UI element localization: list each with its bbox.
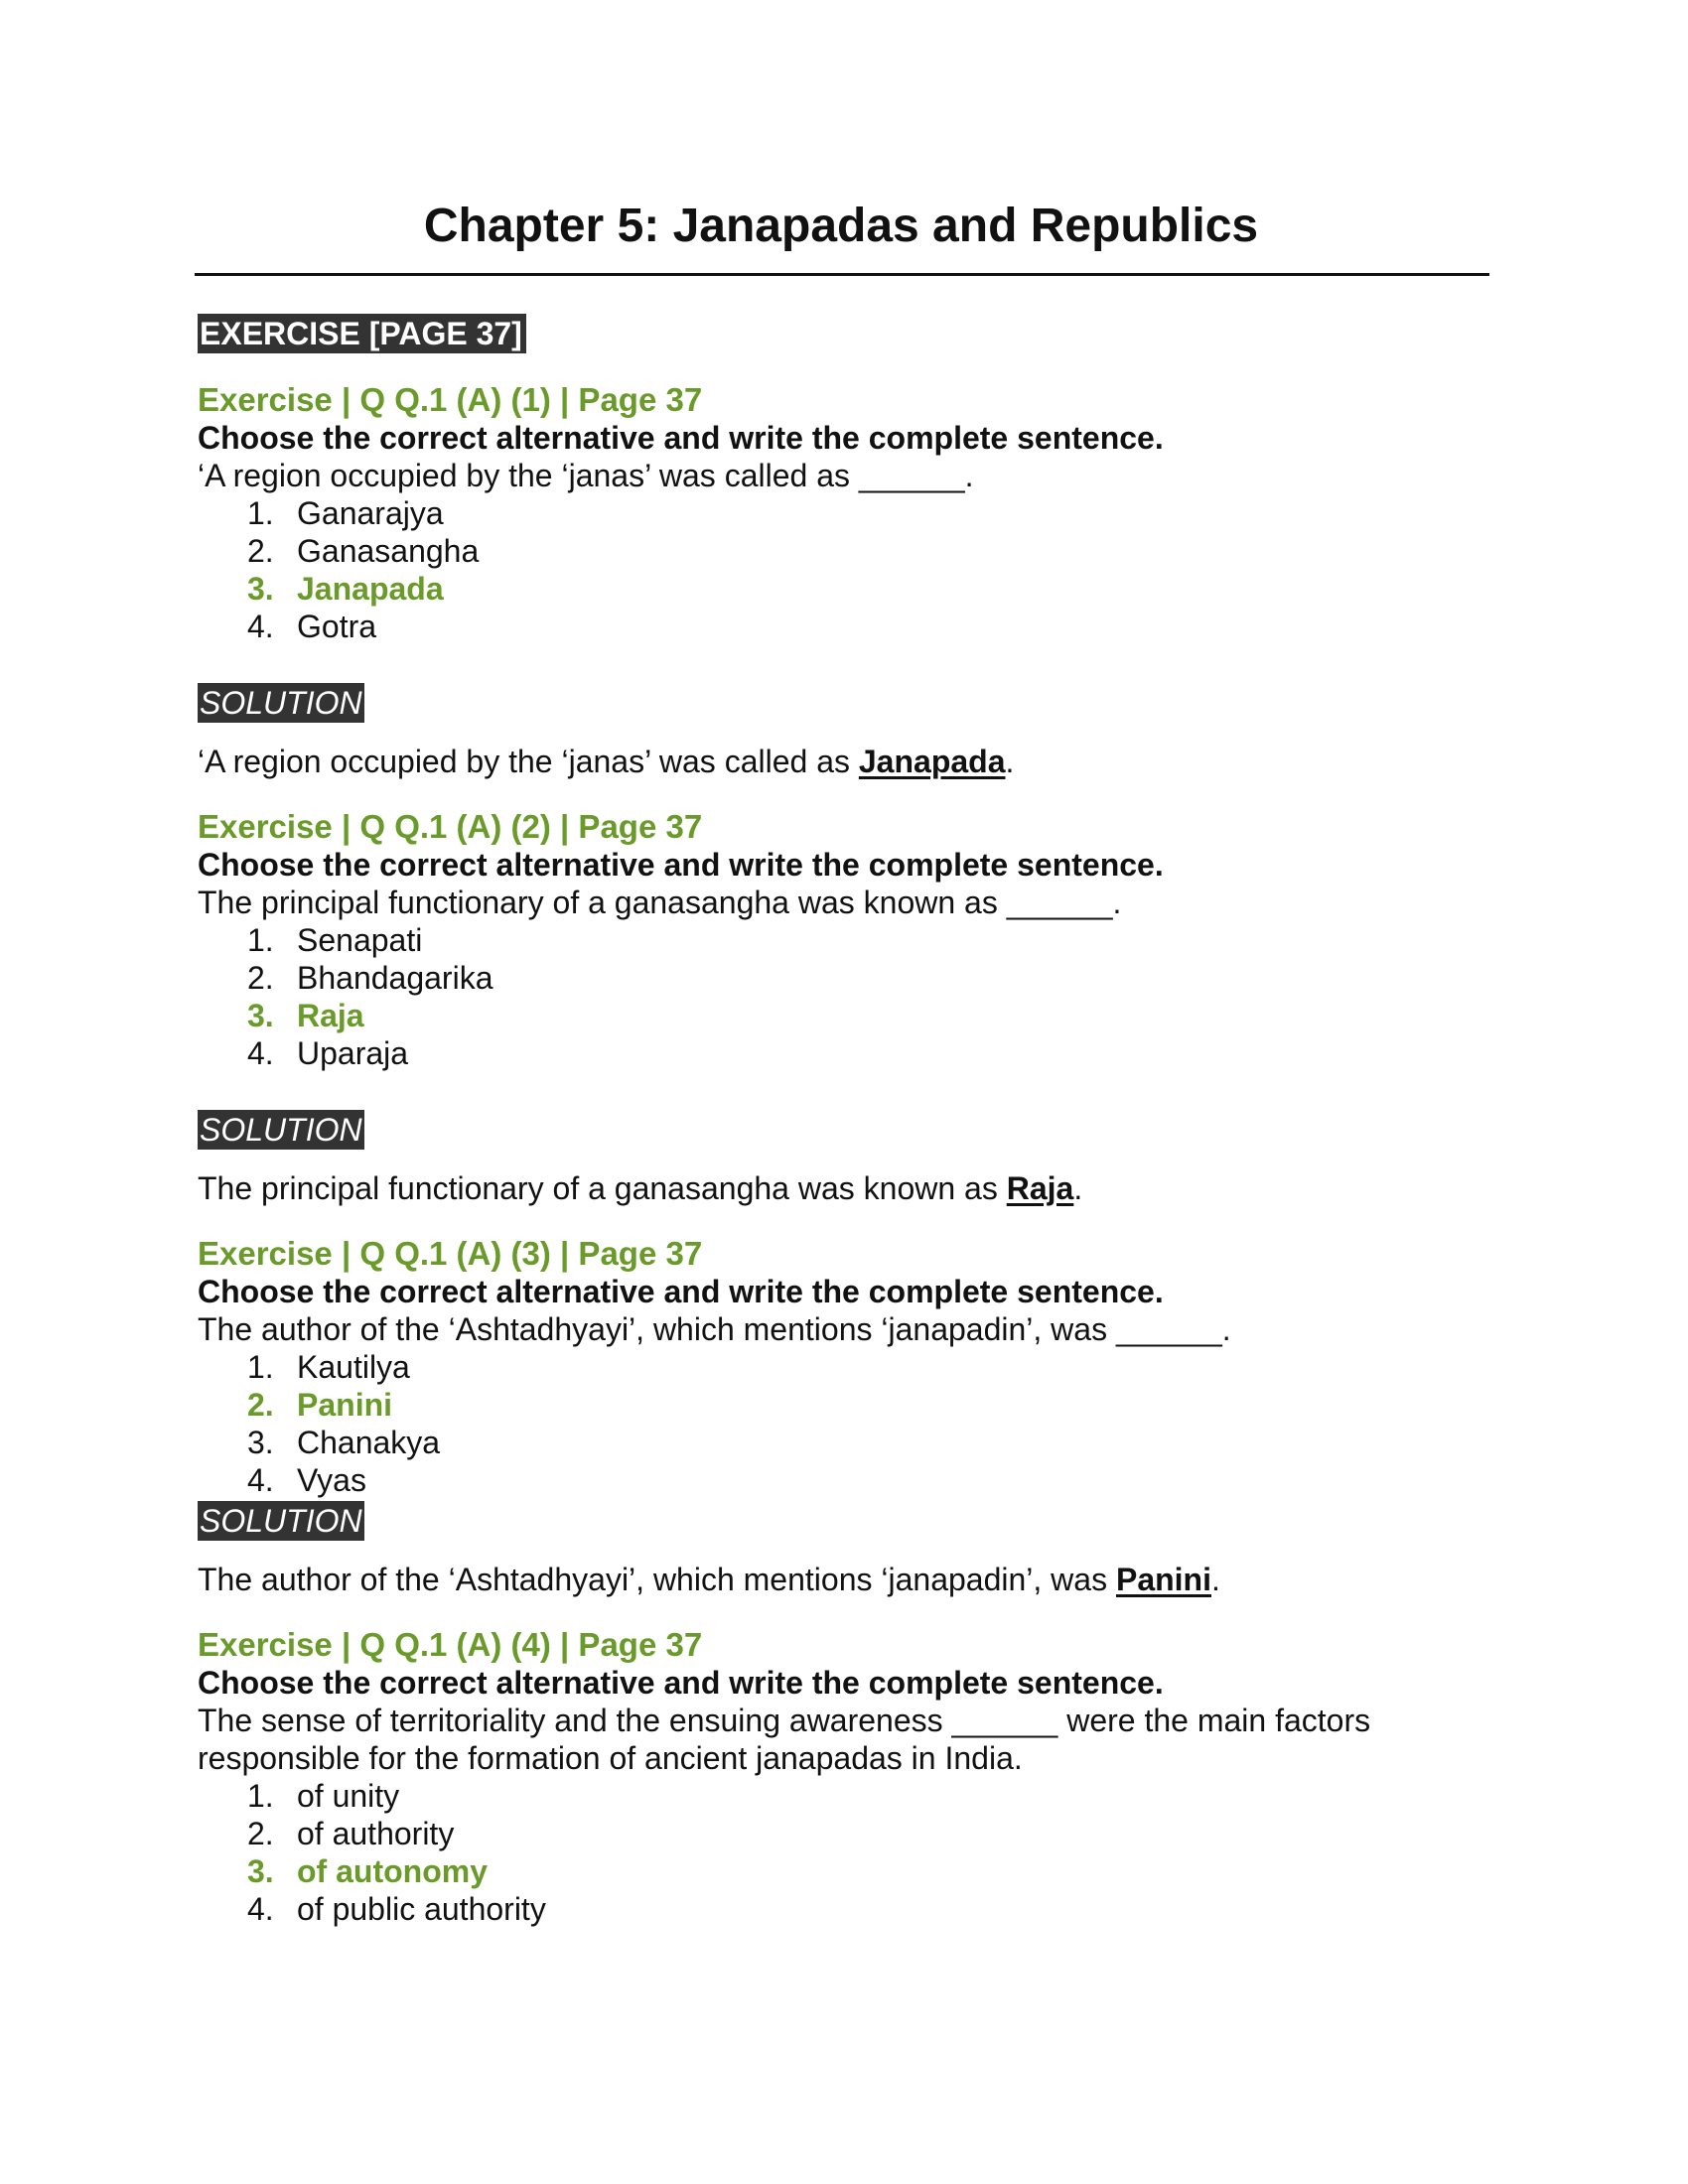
option-text: Ganarajya (297, 495, 444, 531)
option-item (247, 1890, 1488, 1928)
option-number: 1. (247, 1349, 274, 1385)
option-text: of unity (297, 1778, 400, 1814)
exercise-block (198, 808, 1488, 1207)
option-number: 3. (247, 998, 274, 1033)
option-number: 2. (247, 1387, 274, 1423)
solution-label: SOLUTION (200, 1503, 362, 1539)
option-item (247, 921, 1488, 959)
option-item-correct (247, 997, 1488, 1034)
option-item (247, 1424, 1488, 1461)
options-list (198, 1348, 1488, 1499)
question-text: ‘A region occupied by the ‘janas’ was called as ______. (198, 458, 974, 493)
option-number: 4. (247, 1891, 274, 1927)
option-item (247, 1034, 1488, 1072)
solution-prefix: The principal functionary of a ganasangha was known as (198, 1170, 1007, 1206)
exercise-block (198, 1626, 1488, 1928)
option-item (247, 1348, 1488, 1386)
option-number: 3. (247, 1425, 274, 1460)
options-list (198, 921, 1488, 1072)
solution-prefix: ‘A region occupied by the ‘janas’ was called as (198, 744, 859, 779)
solution-label: SOLUTION (200, 1112, 362, 1148)
instruction: Choose the correct alternative and write the complete sentence. (198, 420, 1164, 456)
option-text: Senapati (297, 922, 423, 958)
option-item-correct (247, 570, 1488, 608)
option-number: 3. (247, 1853, 274, 1889)
option-number: 2. (247, 1816, 274, 1851)
option-item (247, 959, 1488, 997)
question-text: The sense of territoriality and the ensuing awareness ______ were the main factors responsible for the formation of ancient janapadas in India. (198, 1703, 1371, 1776)
option-item-correct (247, 1852, 1488, 1890)
option-number: 2. (247, 533, 274, 569)
question-text: The author of the ‘Ashtadhyayi’, which mentions ‘janapadin’, was ______. (198, 1311, 1231, 1347)
solution-suffix: . (1210, 1562, 1220, 1597)
option-item (247, 1777, 1488, 1815)
option-item (247, 532, 1488, 570)
solution-answer: Janapada (858, 744, 1006, 779)
exercise-title: Exercise | Q Q.1 (A) (1) | Page 37 (198, 381, 703, 418)
option-number: 1. (247, 1778, 274, 1814)
option-number: 4. (247, 1462, 274, 1498)
option-text: Raja (297, 998, 364, 1033)
instruction: Choose the correct alternative and write the complete sentence. (198, 1665, 1164, 1701)
option-text: Vyas (297, 1462, 366, 1498)
option-text: Gotra (297, 609, 377, 644)
option-text: of autonomy (297, 1853, 488, 1889)
solution-answer: Raja (1006, 1170, 1074, 1206)
option-item-correct (247, 1386, 1488, 1424)
solution-answer: Panini (1115, 1562, 1211, 1597)
instruction: Choose the correct alternative and write the complete sentence. (198, 847, 1164, 883)
chapter-title: Chapter 5: Janapadas and Republics (423, 200, 1259, 252)
option-text: Chanakya (297, 1425, 441, 1460)
title-divider (195, 273, 1489, 276)
option-number: 1. (247, 922, 274, 958)
solution-text (198, 743, 1488, 780)
exercise-title: Exercise | Q Q.1 (A) (2) | Page 37 (198, 808, 703, 845)
option-number: 2. (247, 960, 274, 996)
option-item (247, 1461, 1488, 1499)
question-text: The principal functionary of a ganasangha was known as ______. (198, 885, 1122, 920)
option-number: 3. (247, 571, 274, 607)
option-text: of authority (297, 1816, 455, 1851)
option-text: Kautilya (297, 1349, 410, 1385)
exercise-block (198, 1235, 1488, 1598)
option-number: 4. (247, 609, 274, 644)
option-number: 4. (247, 1035, 274, 1071)
instruction: Choose the correct alternative and write the complete sentence. (198, 1274, 1164, 1309)
option-text: Bhandagarika (297, 960, 493, 996)
solution-suffix: . (1073, 1170, 1083, 1206)
option-text: of public authority (297, 1891, 546, 1927)
options-list (198, 1777, 1488, 1928)
option-text: Janapada (297, 571, 444, 607)
option-item (247, 494, 1488, 532)
exercise-block (198, 381, 1488, 780)
exercise-title: Exercise | Q Q.1 (A) (4) | Page 37 (198, 1626, 703, 1663)
options-list (198, 494, 1488, 645)
solution-prefix: The author of the ‘Ashtadhyayi’, which mentions ‘janapadin’, was (198, 1562, 1116, 1597)
option-item (247, 1815, 1488, 1852)
exercise-header: EXERCISE [PAGE 37] (198, 314, 526, 353)
solution-text (198, 1561, 1488, 1598)
option-item (247, 608, 1488, 645)
option-text: Panini (297, 1387, 393, 1423)
option-text: Uparaja (297, 1035, 409, 1071)
solution-suffix: . (1005, 744, 1015, 779)
solution-label: SOLUTION (200, 685, 362, 721)
solution-text (198, 1169, 1488, 1207)
option-text: Ganasangha (297, 533, 480, 569)
option-number: 1. (247, 495, 274, 531)
document-content (198, 314, 1488, 1928)
exercise-title: Exercise | Q Q.1 (A) (3) | Page 37 (198, 1235, 703, 1272)
